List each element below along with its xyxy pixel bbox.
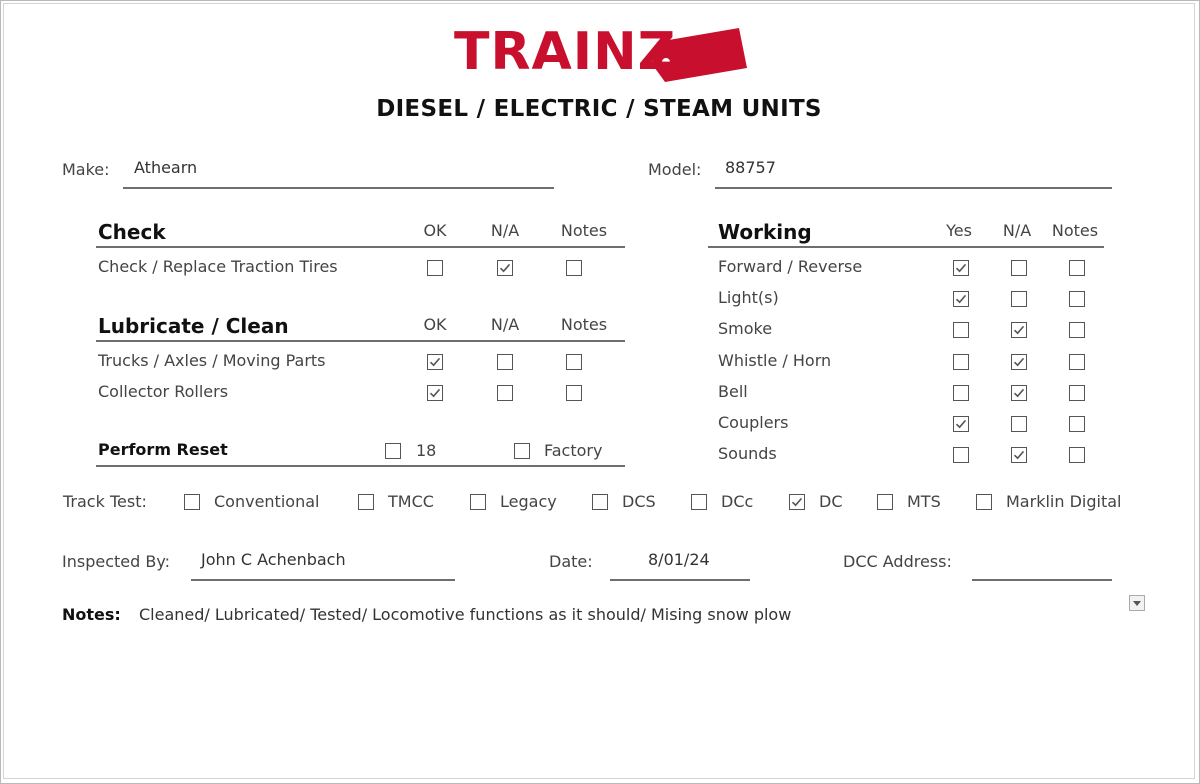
check-ok-checkbox[interactable] bbox=[427, 260, 443, 276]
checkmark-icon bbox=[1013, 356, 1025, 368]
notes-label: Notes: bbox=[62, 605, 121, 624]
lubricate-divider bbox=[96, 340, 625, 342]
reset-18-label: 18 bbox=[416, 441, 437, 460]
checkmark-icon bbox=[955, 418, 967, 430]
working-yes-checkbox[interactable] bbox=[953, 260, 969, 276]
check-col-notes: Notes bbox=[560, 221, 608, 240]
working-yes-checkbox[interactable] bbox=[953, 416, 969, 432]
make-underline bbox=[123, 187, 554, 189]
lubricate-ok-checkbox[interactable] bbox=[427, 354, 443, 370]
form-title: DIESEL / ELECTRIC / STEAM UNITS bbox=[376, 96, 822, 122]
track-test-checkbox[interactable] bbox=[691, 494, 707, 510]
model-underline bbox=[715, 187, 1112, 189]
working-yes-checkbox[interactable] bbox=[953, 447, 969, 463]
track-test-option-label: DCS bbox=[622, 492, 656, 511]
inspected-by-label: Inspected By: bbox=[62, 552, 171, 571]
lubricate-row-label: Trucks / Axles / Moving Parts bbox=[98, 351, 326, 370]
lubricate-ok-checkbox[interactable] bbox=[427, 385, 443, 401]
working-row-label: Light(s) bbox=[718, 288, 779, 308]
trainz-logo bbox=[452, 22, 752, 82]
check-divider bbox=[96, 246, 625, 248]
date-field[interactable]: 8/01/24 bbox=[648, 550, 710, 569]
track-test-option-label: Conventional bbox=[214, 492, 320, 511]
working-row-label: Sounds bbox=[718, 444, 777, 464]
lubricate-na-checkbox[interactable] bbox=[497, 354, 513, 370]
notes-field[interactable]: Cleaned/ Lubricated/ Tested/ Locomotive functions as it should/ Mising snow plow bbox=[139, 605, 792, 624]
form-canvas bbox=[3, 3, 1195, 779]
make-field[interactable]: Athearn bbox=[134, 158, 198, 177]
logo-text: TRAINZ bbox=[454, 22, 677, 82]
working-notes-checkbox[interactable] bbox=[1069, 416, 1085, 432]
checkmark-icon bbox=[791, 496, 803, 508]
check-heading: Check bbox=[98, 220, 166, 244]
working-notes-checkbox[interactable] bbox=[1069, 447, 1085, 463]
working-heading: Working bbox=[718, 220, 812, 244]
checkmark-icon bbox=[1013, 449, 1025, 461]
track-test-checkbox[interactable] bbox=[789, 494, 805, 510]
working-col-na: N/A bbox=[1002, 221, 1032, 240]
notes-dropdown-button[interactable] bbox=[1129, 595, 1145, 611]
working-yes-checkbox[interactable] bbox=[953, 354, 969, 370]
working-notes-checkbox[interactable] bbox=[1069, 322, 1085, 338]
reset-factory-checkbox[interactable] bbox=[514, 443, 530, 459]
check-row-label: Check / Replace Traction Tires bbox=[98, 257, 338, 276]
dcc-address-underline bbox=[972, 579, 1112, 581]
date-label: Date: bbox=[549, 552, 593, 571]
working-divider bbox=[708, 246, 1104, 248]
working-notes-checkbox[interactable] bbox=[1069, 291, 1085, 307]
chevron-down-icon bbox=[1130, 596, 1144, 610]
track-test-checkbox[interactable] bbox=[877, 494, 893, 510]
working-na-checkbox[interactable] bbox=[1011, 385, 1027, 401]
track-test-option-label: MTS bbox=[907, 492, 941, 511]
working-na-checkbox[interactable] bbox=[1011, 416, 1027, 432]
working-yes-checkbox[interactable] bbox=[953, 385, 969, 401]
checkmark-icon bbox=[1013, 324, 1025, 336]
checkmark-icon bbox=[1013, 387, 1025, 399]
lubricate-row-label: Collector Rollers bbox=[98, 382, 229, 401]
working-col-notes: Notes bbox=[1051, 221, 1099, 240]
working-na-checkbox[interactable] bbox=[1011, 447, 1027, 463]
checkmark-icon bbox=[499, 262, 511, 274]
track-test-checkbox[interactable] bbox=[470, 494, 486, 510]
track-test-option-label: DC bbox=[819, 492, 843, 511]
reset-divider bbox=[96, 465, 625, 467]
track-test-checkbox[interactable] bbox=[592, 494, 608, 510]
track-test-label: Track Test: bbox=[63, 492, 147, 511]
working-na-checkbox[interactable] bbox=[1011, 291, 1027, 307]
working-row-label: Couplers bbox=[718, 413, 789, 432]
lubricate-col-ok: OK bbox=[423, 315, 447, 334]
reset-18-checkbox[interactable] bbox=[385, 443, 401, 459]
working-row-label: Smoke bbox=[718, 319, 773, 339]
working-col-yes: Yes bbox=[946, 221, 972, 240]
working-na-checkbox[interactable] bbox=[1011, 322, 1027, 338]
track-test-checkbox[interactable] bbox=[184, 494, 200, 510]
lubricate-notes-checkbox[interactable] bbox=[566, 354, 582, 370]
lubricate-col-notes: Notes bbox=[560, 315, 608, 334]
check-col-ok: OK bbox=[423, 221, 447, 240]
track-test-option-label: Legacy bbox=[500, 492, 557, 511]
dcc-address-label: DCC Address: bbox=[843, 552, 952, 571]
working-row-label: Bell bbox=[718, 381, 748, 401]
working-yes-checkbox[interactable] bbox=[953, 322, 969, 338]
model-label: Model: bbox=[648, 160, 702, 179]
track-test-option-label: TMCC bbox=[388, 492, 434, 511]
lubricate-heading: Lubricate / Clean bbox=[98, 314, 289, 338]
track-test-checkbox[interactable] bbox=[358, 494, 374, 510]
checkmark-icon bbox=[955, 262, 967, 274]
make-label: Make: bbox=[62, 160, 110, 179]
working-notes-checkbox[interactable] bbox=[1069, 260, 1085, 276]
lubricate-notes-checkbox[interactable] bbox=[566, 385, 582, 401]
inspected-by-field[interactable]: John C Achenbach bbox=[201, 550, 346, 569]
reset-heading: Perform Reset bbox=[98, 440, 228, 459]
track-test-option-label: Marklin Digital bbox=[1006, 492, 1122, 511]
lubricate-col-na: N/A bbox=[490, 315, 520, 334]
track-test-checkbox[interactable] bbox=[976, 494, 992, 510]
date-underline bbox=[610, 579, 750, 581]
checkmark-icon bbox=[955, 293, 967, 305]
check-na-checkbox[interactable] bbox=[497, 260, 513, 276]
working-row-label: Whistle / Horn bbox=[718, 350, 832, 370]
check-notes-checkbox[interactable] bbox=[566, 260, 582, 276]
track-test-option-label: DCc bbox=[721, 492, 754, 511]
inspected-by-underline bbox=[191, 579, 455, 581]
working-yes-checkbox[interactable] bbox=[953, 291, 969, 307]
working-na-checkbox[interactable] bbox=[1011, 260, 1027, 276]
checkmark-icon bbox=[429, 356, 441, 368]
reset-factory-label: Factory bbox=[544, 441, 603, 460]
check-col-na: N/A bbox=[490, 221, 520, 240]
working-na-checkbox[interactable] bbox=[1011, 354, 1027, 370]
model-field[interactable]: 88757 bbox=[725, 158, 776, 177]
working-notes-checkbox[interactable] bbox=[1069, 385, 1085, 401]
working-row-label: Forward / Reverse bbox=[718, 257, 863, 276]
working-notes-checkbox[interactable] bbox=[1069, 354, 1085, 370]
lubricate-na-checkbox[interactable] bbox=[497, 385, 513, 401]
checkmark-icon bbox=[429, 387, 441, 399]
